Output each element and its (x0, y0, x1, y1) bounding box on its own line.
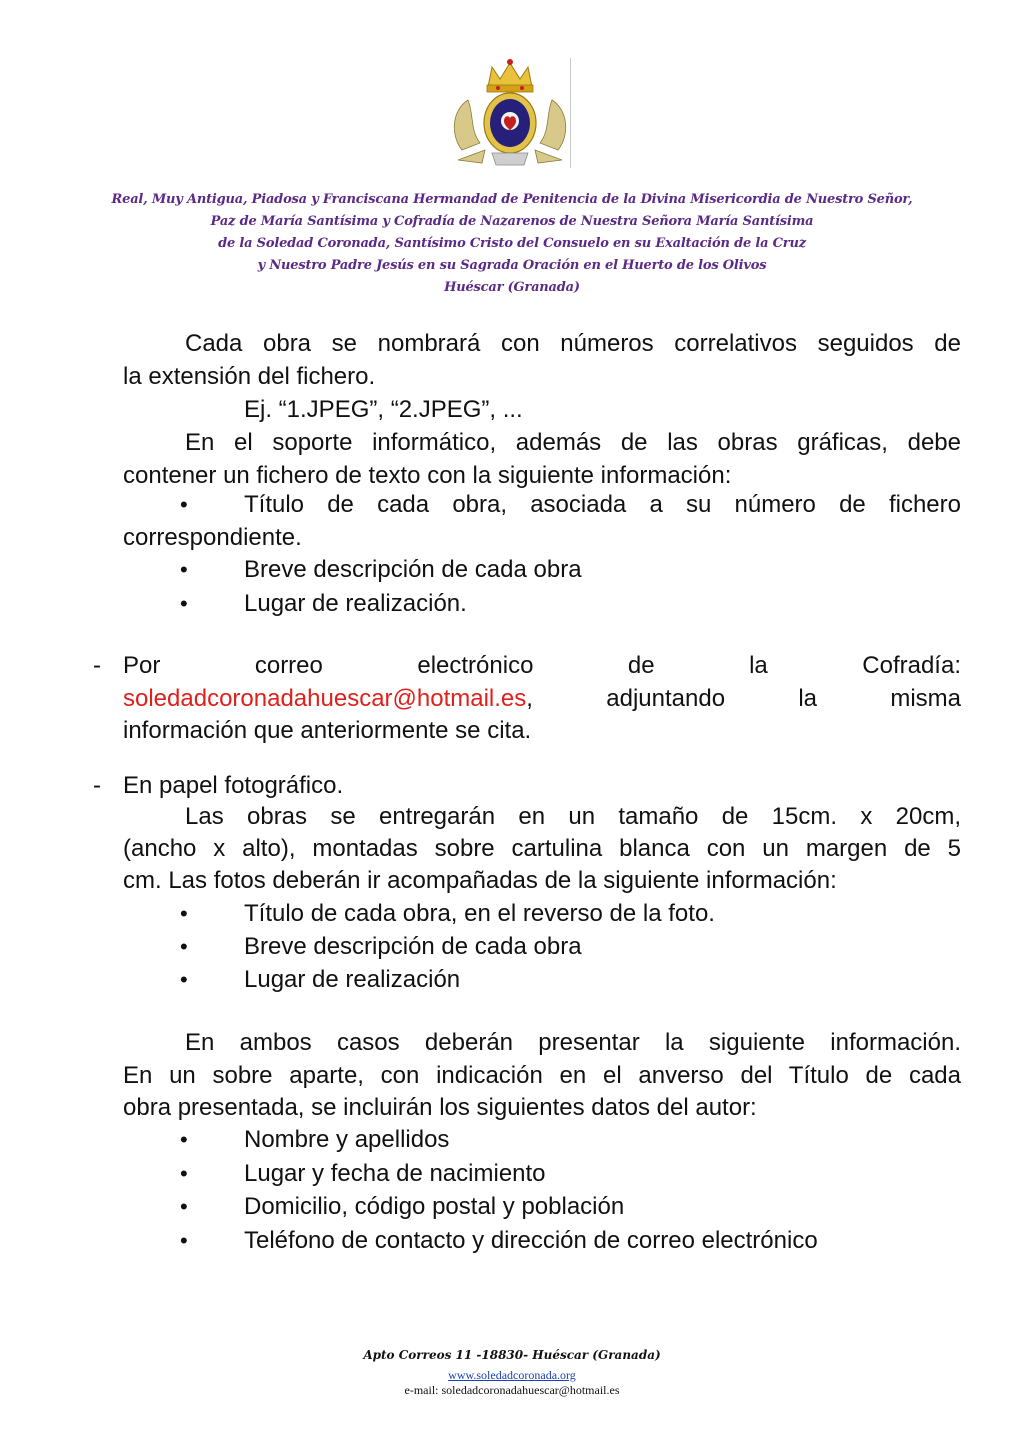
crown-icon (487, 59, 533, 92)
footer-address: Apto Correos 11 -18830- Huéscar (Granada) (363, 1348, 661, 1362)
bullet-icon: • (180, 1127, 188, 1152)
confraternity-crest-logo (440, 55, 580, 170)
email-section-word: la (749, 652, 768, 679)
org-location: Huéscar (Granada) (444, 280, 580, 295)
dash-marker: - (93, 652, 101, 679)
file-name-example: Ej. “1.JPEG”, “2.JPEG”, ... (244, 396, 523, 423)
org-name-line-4: y Nuestro Padre Jesús en su Sagrada Oración en el Huerto de los Olivos (257, 258, 767, 273)
bullet-icon: • (180, 1194, 188, 1219)
paper-list-item-3: Lugar de realización (244, 966, 461, 993)
shield-icon (484, 93, 536, 153)
paper-section-title: En papel fotográfico. (123, 772, 344, 799)
paragraph-1-line-2: la extensión del fichero. (123, 363, 376, 390)
bullet-icon: • (180, 1228, 188, 1253)
final-paragraph-line-2: En un sobre aparte, con indicación en el anverso del Título de cada (123, 1062, 961, 1089)
website-link[interactable]: www.soledadcoronada.org (448, 1368, 576, 1382)
list-1-item-1-line-1: Título de cada obra, asociada a su número de fichero (244, 491, 961, 518)
bullet-icon: • (180, 967, 188, 992)
bullet-icon: • (180, 591, 188, 616)
email-section-word: Cofradía: (862, 652, 961, 679)
paper-list-item-2: Breve descripción de cada obra (244, 933, 582, 960)
paragraph-2-line-1: En el soporte informático, además de las obras gráficas, debe (185, 429, 961, 456)
crest-decoration-left (454, 100, 485, 163)
final-paragraph-line-3: obra presentada, se incluirán los siguientes datos del autor: (123, 1094, 757, 1121)
bullet-icon: • (180, 492, 188, 517)
footer-website-link (0, 1368, 1024, 1383)
org-name-line-2: Paz de María Santísima y Cofradía de Nazarenos de Nuestra Señora María Santísima (210, 214, 814, 229)
email-section-line-1 (123, 649, 961, 682)
org-name-line-3: de la Soledad Coronada, Santísimo Cristo del Consuelo en su Exaltación de la Cruz (218, 236, 806, 251)
list-1-item-1-line-2: correspondiente. (123, 524, 302, 551)
email-section-word: correo (254, 652, 323, 679)
email-section-line-3: información que anteriormente se cita. (123, 717, 532, 744)
dash-marker: - (93, 772, 101, 799)
org-name-line-1: Real, Muy Antigua, Piadosa y Franciscana Hermandad de Penitencia de la Divina Misericordia de Nuestro Señor, (111, 192, 913, 207)
paragraph-1-line-1: Cada obra se nombrará con números correlativos seguidos de (185, 330, 961, 357)
list-1-item-3: Lugar de realización. (244, 590, 467, 617)
paragraph-2-line-2: contener un fichero de texto con la siguiente información: (123, 462, 732, 489)
list-1-item-2: Breve descripción de cada obra (244, 556, 582, 583)
final-paragraph-line-1: En ambos casos deberán presentar la siguiente información. (185, 1029, 961, 1056)
bullet-icon: • (180, 557, 188, 582)
email-section-line-2-rest: , adjuntando la misma (526, 685, 961, 712)
author-data-item-2: Lugar y fecha de nacimiento (244, 1160, 546, 1187)
crest-decoration-right (535, 100, 566, 163)
paper-section-line-3: cm. Las fotos deberán ir acompañadas de la siguiente información: (123, 867, 837, 894)
paper-section-line-2: (ancho x alto), montadas sobre cartulina blanca con un margen de 5 (123, 835, 961, 862)
crest-base-icon (492, 153, 528, 165)
email-section-word: Por (123, 652, 161, 679)
bullet-icon: • (180, 934, 188, 959)
email-section-word: electrónico (417, 652, 534, 679)
bullet-icon: • (180, 901, 188, 926)
paper-list-item-1: Título de cada obra, en el reverso de la foto. (244, 900, 715, 927)
header-divider (570, 58, 571, 168)
email-section-word: de (627, 652, 655, 679)
footer-email: e-mail: soledadcoronadahuescar@hotmail.es (404, 1383, 620, 1397)
author-data-item-4: Teléfono de contacto y dirección de correo electrónico (244, 1227, 818, 1254)
author-data-item-3: Domicilio, código postal y población (244, 1193, 625, 1220)
author-data-item-1: Nombre y apellidos (244, 1126, 450, 1153)
confraternity-email-link[interactable]: soledadcoronadahuescar@hotmail.es (123, 685, 527, 712)
paper-section-line-1: Las obras se entregarán en un tamaño de 15cm. x 20cm, (185, 803, 961, 830)
bullet-icon: • (180, 1161, 188, 1186)
email-section-line-2 (123, 682, 961, 715)
